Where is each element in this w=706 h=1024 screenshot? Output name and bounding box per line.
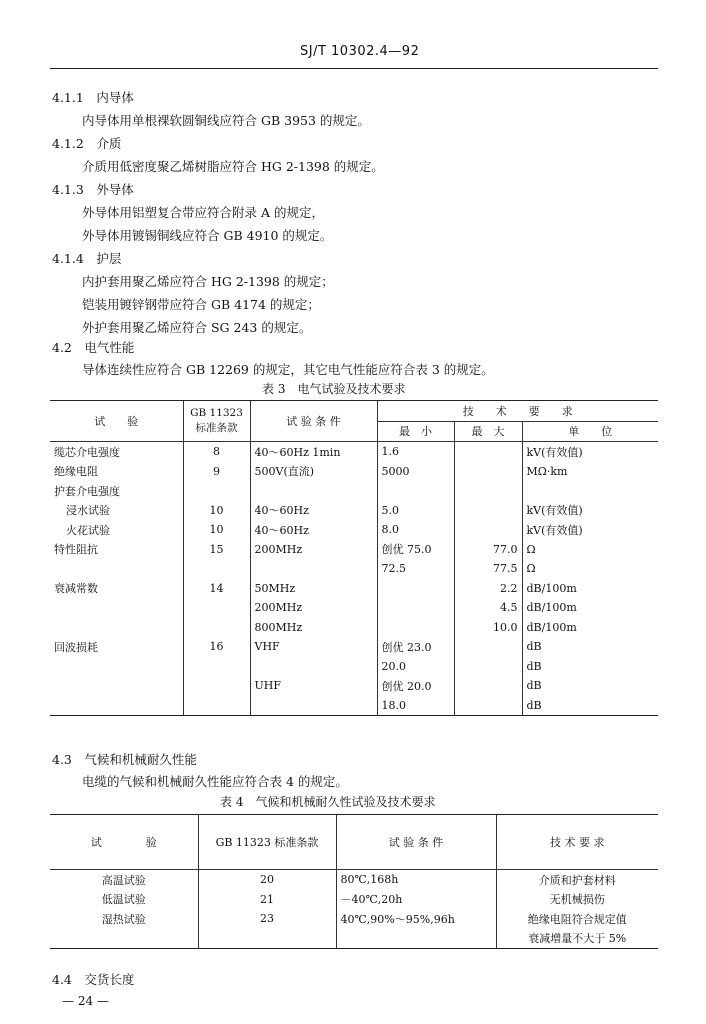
cell-tech: 绝缘电阻符合规定值: [496, 909, 658, 929]
table3-header-min: 最 小: [377, 421, 454, 442]
section-heading: 4.1.2 介质: [52, 136, 122, 151]
cell-condition: [250, 559, 377, 579]
cell-min: 1.6: [377, 442, 454, 462]
cell-min: [377, 618, 454, 638]
cell-min: [377, 579, 454, 599]
table4-header-condition: 试 验 条 件: [336, 815, 496, 870]
cell-unit: dB/100m: [522, 618, 658, 638]
cell-max: [454, 481, 522, 501]
cell-condition: 80℃,168h: [336, 870, 496, 890]
cell-unit: Ω: [522, 559, 658, 579]
cell-max: 77.5: [454, 559, 522, 579]
table-row: [50, 637, 658, 657]
cell-unit: MΩ·km: [522, 462, 658, 482]
cell-condition: －40℃,20h: [336, 890, 496, 910]
cell-test: 湿热试验: [101, 912, 146, 926]
paragraph: 电缆的气候和机械耐久性能应符合表 4 的规定。: [82, 774, 348, 789]
cell-min: 创优 20.0: [377, 676, 454, 696]
section-heading: 4.2 电气性能: [52, 340, 135, 355]
cell-tech: 无机械损伤: [496, 890, 658, 910]
cell-clause: 20: [198, 870, 336, 890]
table-row: [50, 540, 658, 560]
table3-header-condition: 试 验 条 件: [250, 401, 377, 442]
table3-header-tech: 技 术 要 求: [377, 401, 658, 422]
table4-header-clause: GB 11323 标准条款: [198, 815, 336, 870]
cell-clause: 10: [183, 501, 250, 521]
cell-clause: 23: [198, 909, 336, 929]
page-number: — 24 —: [62, 994, 109, 1008]
cell-test: 火花试验: [66, 523, 110, 537]
table-row: [50, 520, 658, 540]
table-row: [50, 696, 658, 716]
cell-max: 10.0: [454, 618, 522, 638]
table-row: [50, 598, 658, 618]
section-heading: 4.1.4 护层: [52, 251, 122, 266]
table3-header-row: [50, 401, 658, 422]
cell-unit: dB/100m: [522, 579, 658, 599]
table-row: [50, 657, 658, 677]
cell-test: [50, 696, 183, 716]
cell-clause: 15: [183, 540, 250, 560]
table3-header-clause: GB 11323 标准条款: [183, 401, 250, 442]
cell-unit: [522, 481, 658, 501]
section-heading: 4.4 交货长度: [52, 972, 135, 987]
section-heading: 4.3 气候和机械耐久性能: [52, 752, 197, 767]
cell-test: [50, 618, 183, 638]
cell-min: 创优 23.0: [377, 637, 454, 657]
table4-header-tech: 技 术 要 求: [496, 815, 658, 870]
table3-caption: 表 3 电气试验及技术要求: [262, 382, 406, 396]
cell-clause: [183, 481, 250, 501]
cell-clause: 10: [183, 520, 250, 540]
table4-header-row: [50, 815, 658, 870]
cell-unit: kV(有效值): [522, 442, 658, 462]
table-row: [50, 890, 658, 910]
table-row: [50, 929, 658, 949]
cell-test: 衰减常数: [54, 582, 98, 596]
cell-max: [454, 637, 522, 657]
table-row: [50, 909, 658, 929]
cell-test: [50, 598, 183, 618]
cell-clause: [183, 696, 250, 716]
table3-header-test: 试 验: [50, 401, 183, 442]
cell-clause: [183, 618, 250, 638]
table4-header-test: 试 验: [50, 815, 198, 870]
cell-clause: 14: [183, 579, 250, 599]
cell-min: 8.0: [377, 520, 454, 540]
cell-clause: [183, 559, 250, 579]
cell-min: 创优 75.0: [377, 540, 454, 560]
cell-min: 20.0: [377, 657, 454, 677]
cell-max: [454, 462, 522, 482]
cell-unit: dB: [522, 637, 658, 657]
table-row: [50, 676, 658, 696]
cell-clause: [183, 676, 250, 696]
cell-condition: 500V(直流): [250, 462, 377, 482]
cell-max: 77.0: [454, 540, 522, 560]
cell-condition: [250, 481, 377, 501]
table3-header-max: 最 大: [454, 421, 522, 442]
cell-max: [454, 696, 522, 716]
section-heading: 4.1.3 外导体: [52, 182, 134, 197]
cell-condition: 200MHz: [250, 540, 377, 560]
cell-max: 4.5: [454, 598, 522, 618]
paragraph: 介质用低密度聚乙烯树脂应符合 HG 2-1398 的规定。: [82, 159, 384, 174]
header-rule: [50, 68, 658, 69]
cell-test: 护套介电强度: [54, 484, 120, 498]
table-row: [50, 442, 658, 462]
cell-condition: [336, 929, 496, 949]
section-heading: 4.1.1 内导体: [52, 90, 134, 105]
cell-clause: 21: [198, 890, 336, 910]
paragraph: 内导体用单根裸软圆铜线应符合 GB 3953 的规定。: [82, 113, 370, 128]
cell-condition: [250, 657, 377, 677]
document-code: SJ/T 10302.4—92: [300, 44, 420, 59]
table-row: [50, 870, 658, 890]
cell-clause: [183, 598, 250, 618]
cell-condition: 200MHz: [250, 598, 377, 618]
cell-max: [454, 657, 522, 677]
cell-unit: kV(有效值): [522, 520, 658, 540]
cell-test: 绝缘电阻: [54, 465, 98, 479]
cell-test: [50, 559, 183, 579]
cell-condition: 40～60Hz: [250, 520, 377, 540]
cell-clause: 8: [183, 442, 250, 462]
cell-unit: dB: [522, 696, 658, 716]
cell-test: 高温试验: [101, 873, 146, 887]
table-row: [50, 481, 658, 501]
cell-max: [454, 442, 522, 462]
table-row: [50, 618, 658, 638]
cell-unit: kV(有效值): [522, 501, 658, 521]
cell-min: 5000: [377, 462, 454, 482]
cell-test: [50, 657, 183, 677]
cell-unit: dB: [522, 657, 658, 677]
cell-max: 2.2: [454, 579, 522, 599]
paragraph: 内护套用聚乙烯应符合 HG 2-1398 的规定；: [82, 274, 334, 289]
cell-clause: 16: [183, 637, 250, 657]
cell-test: 低温试验: [101, 893, 146, 907]
cell-tech: 衰减增量不大于 5%: [496, 929, 658, 949]
cell-test: 缆芯介电强度: [54, 445, 120, 459]
cell-max: [454, 501, 522, 521]
paragraph: 外导体用镀锡铜线应符合 GB 4910 的规定。: [82, 228, 333, 243]
cell-unit: dB/100m: [522, 598, 658, 618]
table-row: [50, 501, 658, 521]
table4: [50, 814, 658, 949]
cell-test: 浸水试验: [66, 504, 110, 518]
cell-test: 回波损耗: [54, 640, 98, 654]
cell-min: 18.0: [377, 696, 454, 716]
cell-condition: 40～60Hz 1min: [250, 442, 377, 462]
table-row: [50, 462, 658, 482]
paragraph: 导体连续性应符合 GB 12269 的规定，其它电气性能应符合表 3 的规定。: [82, 362, 494, 377]
paragraph: 外护套用聚乙烯应符合 SG 243 的规定。: [82, 320, 312, 335]
cell-min: 72.5: [377, 559, 454, 579]
table4-caption: 表 4 气候和机械耐久性试验及技术要求: [220, 795, 436, 809]
cell-condition: VHF: [250, 637, 377, 657]
cell-min: [377, 598, 454, 618]
cell-condition: 50MHz: [250, 579, 377, 599]
cell-condition: 800MHz: [250, 618, 377, 638]
cell-test: 特性阻抗: [54, 543, 98, 557]
cell-test: [50, 676, 183, 696]
cell-clause: [183, 657, 250, 677]
cell-clause: 9: [183, 462, 250, 482]
cell-condition: 40℃,90%～95%,96h: [336, 909, 496, 929]
cell-tech: 介质和护套材料: [496, 870, 658, 890]
cell-condition: 40～60Hz: [250, 501, 377, 521]
cell-min: 5.0: [377, 501, 454, 521]
cell-max: [454, 520, 522, 540]
cell-clause: [198, 929, 336, 949]
cell-max: [454, 676, 522, 696]
table3-header-unit: 单 位: [522, 421, 658, 442]
cell-test: [50, 929, 198, 949]
paragraph: 外导体用铝塑复合带应符合附录 A 的规定，: [82, 205, 324, 220]
table3: [50, 400, 658, 716]
paragraph: 铠装用镀锌钢带应符合 GB 4174 的规定；: [82, 297, 320, 312]
cell-unit: dB: [522, 676, 658, 696]
table-row: [50, 559, 658, 579]
cell-condition: [250, 696, 377, 716]
cell-unit: Ω: [522, 540, 658, 560]
table-row: [50, 579, 658, 599]
cell-condition: UHF: [250, 676, 377, 696]
cell-min: [377, 481, 454, 501]
